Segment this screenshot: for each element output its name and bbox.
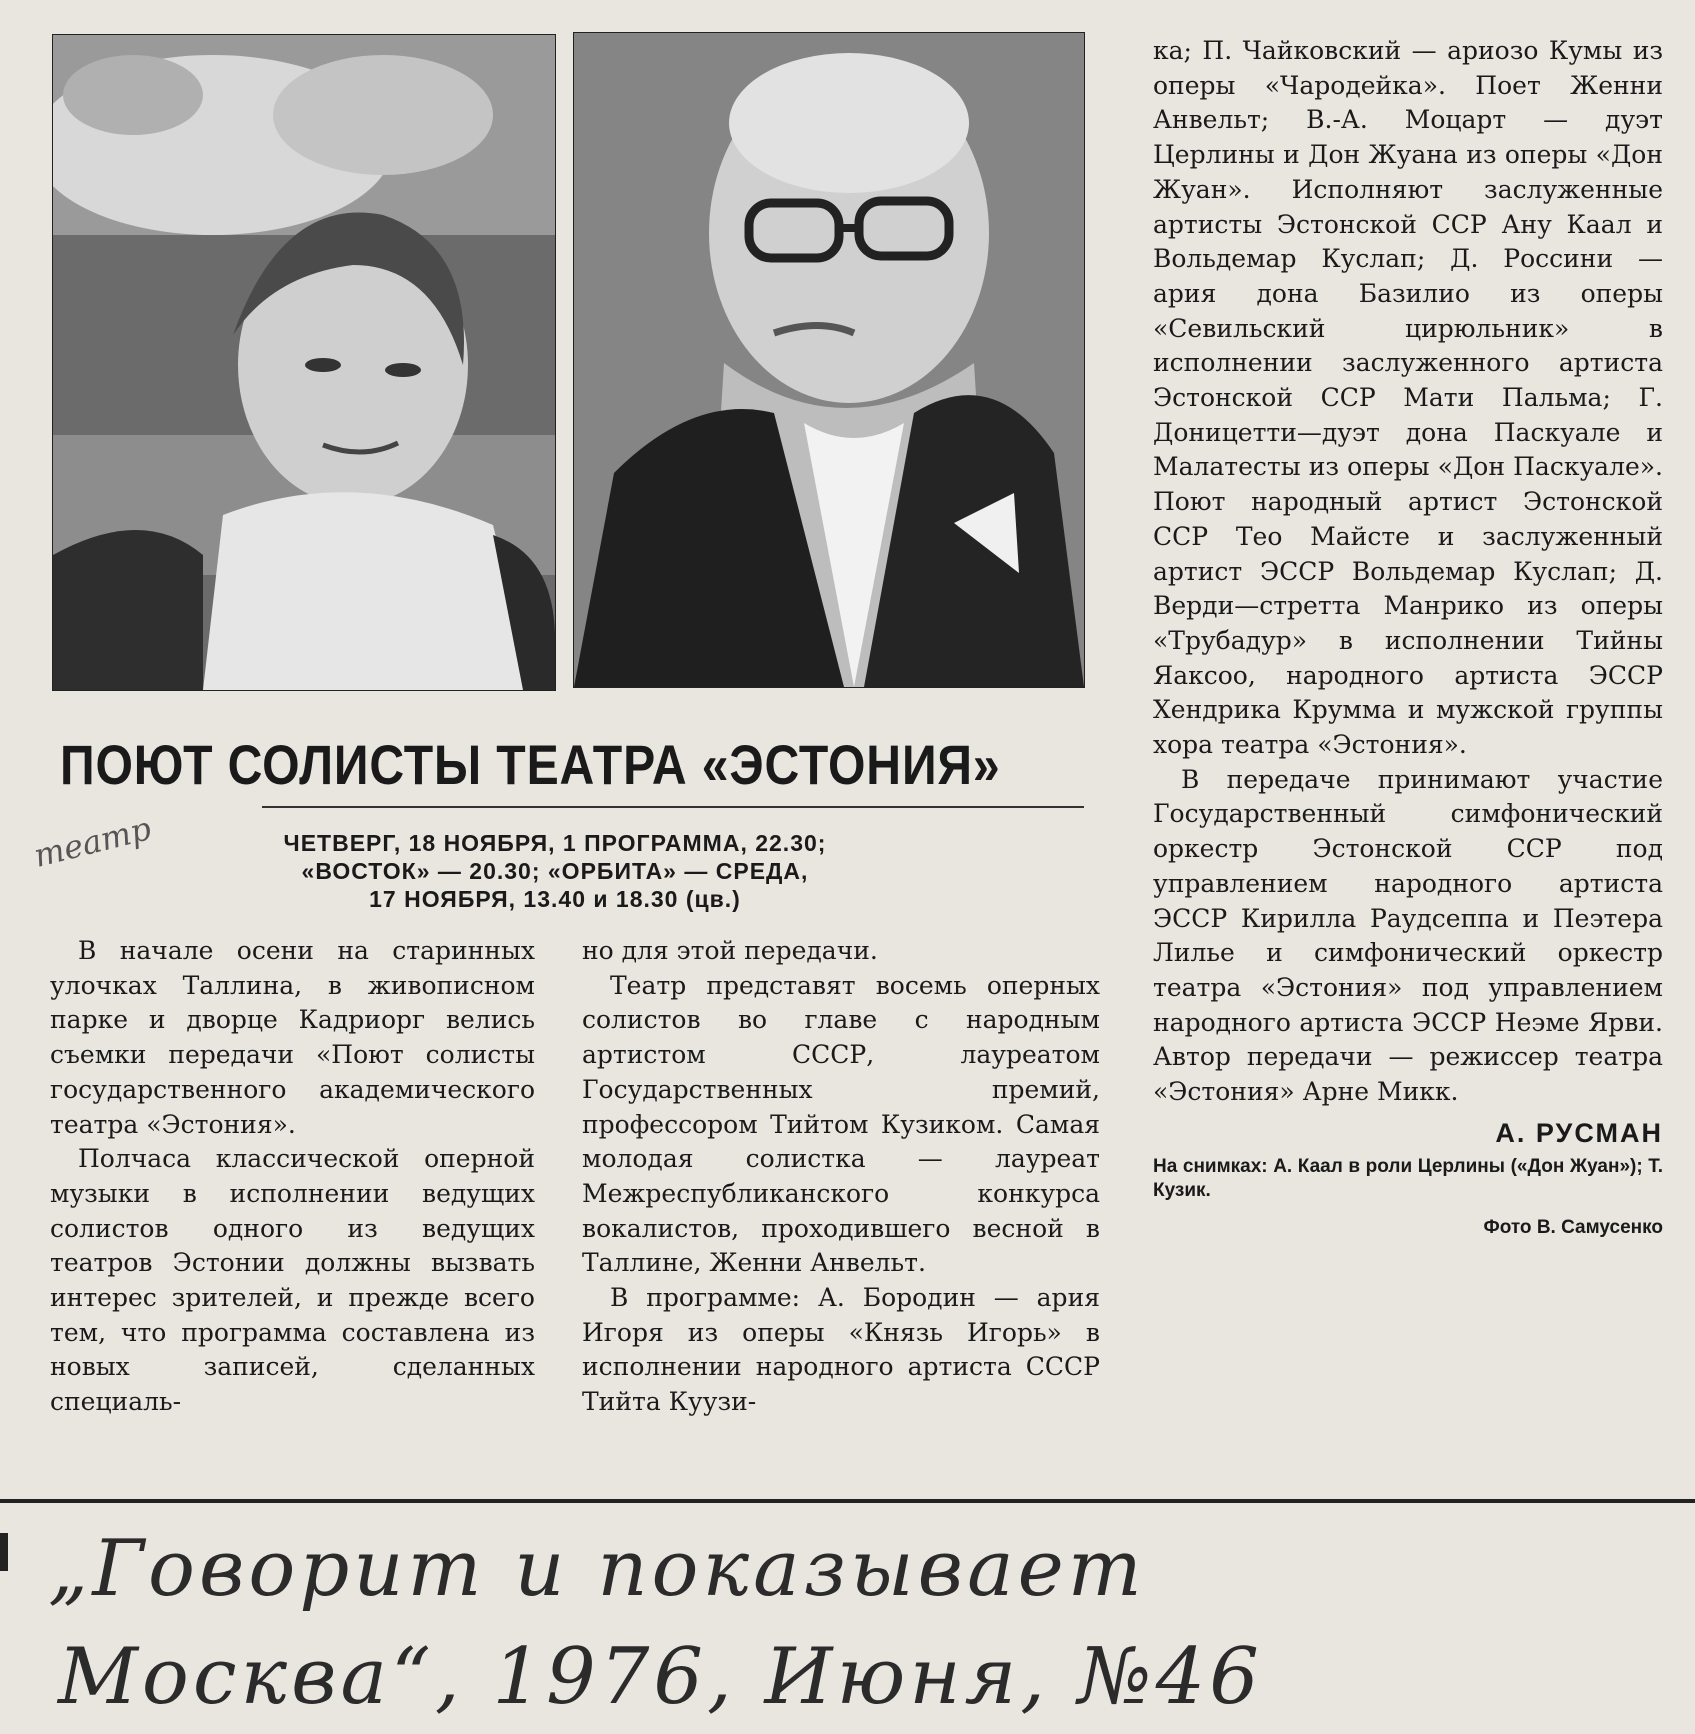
edge-mark	[0, 1533, 8, 1571]
schedule-line-2: «ВОСТОК» — 20.30; «ОРБИТА» — СРЕДА,	[301, 858, 809, 884]
col2-paragraph-3: В программе: А. Бородин — ария Игоря из оперы «Князь Игорь» в исполнении народного артиста СССР Тийта Куузи-	[582, 1283, 1100, 1417]
photo-credit: Фото В. Самусенко	[1483, 1216, 1663, 1238]
handwritten-source-note	[48, 1515, 1648, 1731]
photo-man-portrait	[573, 32, 1085, 688]
col3-paragraph-2: В передаче принимают участие Государственный симфонический оркестр Эстонской ССР под управлением народного артиста ЭССР Кирилла Раудсеппа и Пеэтера Лилье и симфонический оркестр театра «Эстония» под управлением народного артиста ЭССР Неэме Ярви. Автор передачи — режиссер театра «Эстония» Арне Микк.	[1153, 764, 1663, 1107]
col1-paragraph-2: Полчаса классической оперной музыки в исполнении ведущих солистов одного из ведущих театров Эстонии должны вызвать интерес зрителей, и прежде всего тем, что программа составлена из новых записей, сделанных специаль-	[50, 1144, 535, 1417]
headline-underline	[262, 806, 1084, 808]
photo-woman-portrait	[52, 34, 556, 691]
photo-man-image	[574, 33, 1084, 687]
article-headline: ПОЮТ СОЛИСТЫ ТЕАТРА «ЭСТОНИЯ»	[60, 733, 1001, 796]
article-column-2	[582, 934, 1100, 1420]
col2-paragraph-2: Театр представят восемь оперных солистов во главе с народным артистом СССР, лауреатом Государственных премий, профессором Тийтом Кузиком. Самая молодая солистка — лауреат Межреспубликанского конкурса вокалистов, проходившего весной в Таллине, Женни Анвельт.	[582, 970, 1100, 1278]
schedule-line-3: 17 НОЯБРЯ, 13.40 и 18.30 (цв.)	[369, 886, 741, 912]
schedule-line-1: ЧЕТВЕРГ, 18 НОЯБРЯ, 1 ПРОГРАММА, 22.30;	[283, 830, 827, 856]
handwriting-line-2: Москва“, 1976, Июня, №46	[58, 1632, 1263, 1722]
col3-paragraph-1: ка; П. Чайковский — ариозо Кумы из оперы «Чародейка». Поет Женни Анвельт; В.-А. Моцарт — дуэт Церлины и Дон Жуана из оперы «Дон Жуан». Исполняют заслуженные артисты Эстонской ССР Ану Каал и Вольдемар Куслап; Д. Россини — ария дона Базилио из оперы «Севильский цирюльник» в исполнении заслуженного артиста Эстонской ССР Мати Пальма; Г. Доницетти—дуэт дона Паскуале и Малатесты из оперы «Дон Паскуале». Поют народный артист Эстонской ССР Тео Майсте и заслуженный артист ЭССР Вольдемар Куслап; Д. Верди—стретта Манрико из оперы «Трубадур» в исполнении Тийны Яаксоо, народного артиста ЭССР Хендрика Крумма и мужской группы хора театра «Эстония».	[1153, 36, 1663, 760]
photo-caption: На снимках: А. Каал в роли Церлины («Дон Жуан»); Т. Кузик.	[1153, 1155, 1663, 1201]
article-column-1	[50, 934, 535, 1420]
col2-paragraph-1: но для этой передачи.	[582, 936, 878, 965]
col1-paragraph-1: В начале осени на старинных улочках Таллина, в живописном парке и дворце Кадриорг велись съемки передачи «Поют солисты государственного академического театра «Эстония».	[50, 936, 535, 1139]
author-signature: А. РУСМАН	[1495, 1117, 1663, 1148]
handwriting-line-1: „Говорит и показывает	[48, 1524, 1146, 1614]
photo-woman-image	[53, 35, 555, 690]
broadcast-schedule	[185, 829, 925, 913]
article-column-3	[1153, 34, 1663, 1245]
clipping-bottom-rule	[0, 1499, 1695, 1503]
handwritten-margin-note: театр	[30, 809, 155, 875]
